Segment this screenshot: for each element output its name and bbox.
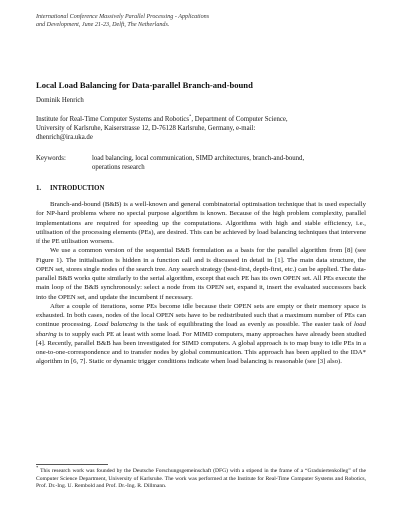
emphasis-term: Load balancing bbox=[94, 321, 138, 329]
keywords-line: operations research bbox=[92, 164, 145, 172]
paragraph bbox=[36, 302, 366, 367]
affiliation-line: University of Karlsruhe, Kaiserstrasse 12, D-76128 Karlsruhe, Germany, e-mail: bbox=[36, 125, 256, 133]
footnote-divider bbox=[36, 464, 108, 465]
conference-header bbox=[36, 13, 346, 30]
section-number: 1. bbox=[36, 185, 42, 192]
affiliation-line bbox=[36, 115, 371, 124]
paragraph: We use a common version of the sequential B&B formulation as a basis for the parallel algorithm from [8] (see Figure 1). The initialisation is hidden in a function call and is discussed in detail in [1]. The main data structure, the OPEN set, stores single nodes of the search tree. Any search strategy (best-first, depth-first, etc.) can be applied. The data-parallel B&B works quite similarly to the serial algorithm, except that each PE has its own OPEN set. All PEs execute the main loop of the B&B synchronously: select a node from its OPEN set, expand it, insert the evaluated successors back into the OPEN set, and update the incumbent if necessary. bbox=[36, 247, 366, 301]
author-name: Dominik Henrich bbox=[36, 97, 84, 104]
paragraph-text: is to supply each PE at least with some load. For MIMD computers, many approaches have already been studied [4]. Recently, parallel B&B has been investigated for SIMD computers. A global approach is to map busy to idle PEs in a one-to-one-correspondence and to transfer nodes by global communication. This approach has been applied to the IDA* algorithm in [6, 7]. Static or dynamic trigger conditions indicate when load balancing is reasonable (see [3] also). bbox=[36, 330, 366, 366]
paragraph: Branch-and-bound (B&B) is a well-known and general combinatorial optimisation technique that is used especially for NP-hard problems where no special purpose algorithm is known. Because of the high problem complexity, parallel implementations are required for speeding up the computations. Algorithms with high and stable efficiency, i.e., utilisation of the processing elements (PEs), are desired. This can be achieved by load balancing techniques that intervene if the PE utilisation worsens. bbox=[36, 201, 366, 245]
affiliation bbox=[36, 115, 371, 143]
footnote-body: This research work was founded by the Deutsche Forschungsgemeinschaft (DFG) with a stipend in the frame of a “Graduiertenkolleg” of the Computer Science Department, University of Karlsruhe. The work was performed at the Institute for Real-Time Computer Systems and Robotics, Prof. Dr.-Ing. U. Rembold and Prof. Dr.-Ing. R. Dillmann. bbox=[36, 468, 366, 490]
keywords-list bbox=[92, 154, 372, 172]
conference-header-line: International Conference Massively Parallel Processing - Applications bbox=[36, 14, 210, 20]
body-text bbox=[36, 200, 366, 367]
footnote-mark: * bbox=[189, 113, 192, 119]
footnote-mark: * bbox=[36, 465, 39, 471]
paper-title: Local Load Balancing for Data-parallel Branch-and-bound bbox=[36, 80, 253, 90]
section-heading bbox=[36, 184, 104, 193]
footnote bbox=[36, 465, 366, 491]
footnote-text bbox=[36, 465, 366, 491]
paragraph-text: is the task of equilibrating the load as evenly as possible. The easier task of bbox=[137, 321, 354, 329]
emphasis-term: load sharing bbox=[36, 321, 366, 338]
affiliation-department: , Department of Computer Science, bbox=[191, 116, 288, 123]
paragraph-text: After a couple of iterations, some PEs become idle because their OPEN sets are empty or their memory space is exhausted. In both cases, nodes of the local OPEN sets have to be redistributed such that a maximum number of PEs can continue processing. bbox=[36, 302, 366, 329]
keywords-line: load balancing, local communication, SIMD architectures, branch-and-bound, bbox=[92, 155, 305, 162]
keywords-label: Keywords: bbox=[36, 155, 66, 162]
section-title: INTRODUCTION bbox=[50, 185, 105, 192]
affiliation-institute: Institute for Real-Time Computer Systems and Robotics bbox=[36, 116, 190, 123]
affiliation-email: dhenrich@ira.uka.de bbox=[36, 134, 93, 142]
conference-header-line: and Development, June 21-23, Delft, The Netherlands. bbox=[36, 22, 170, 29]
